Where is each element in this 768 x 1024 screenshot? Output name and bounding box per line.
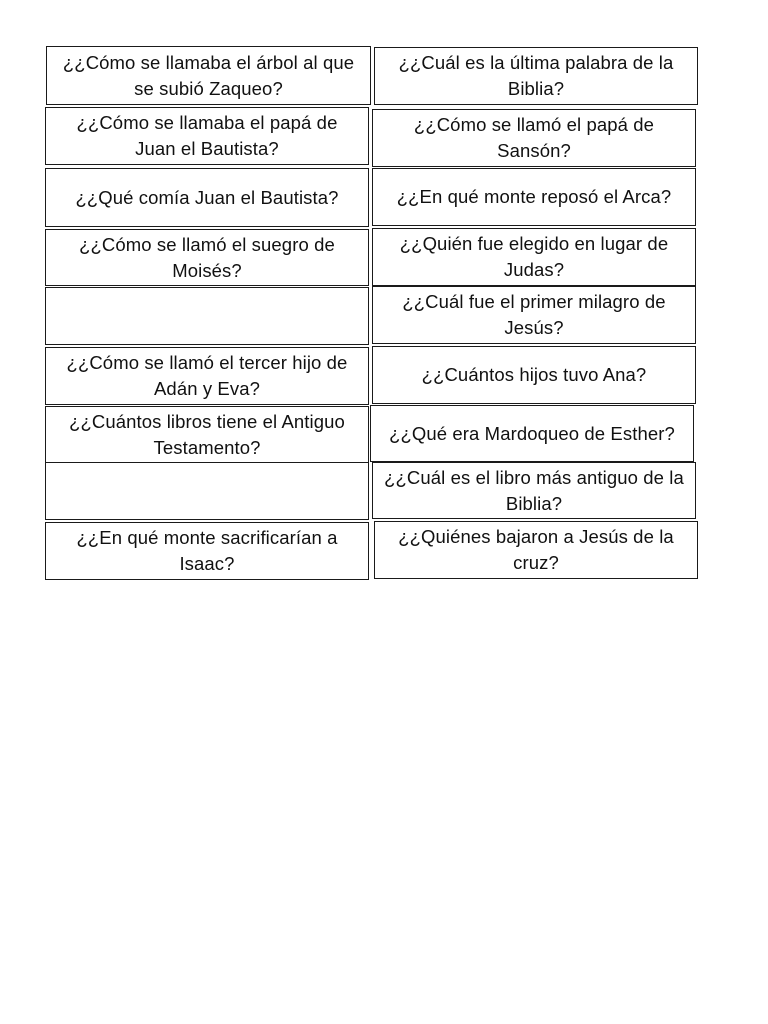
question-card-left-7	[45, 406, 369, 463]
question-card-left-3	[45, 168, 369, 227]
question-card-left-4	[45, 229, 369, 286]
question-card-left-9	[45, 522, 369, 580]
question-text: ¿¿Cuál es la última palabra de la Biblia?	[398, 52, 674, 99]
question-text: ¿¿Qué era Mardoqueo de Esther?	[389, 422, 675, 444]
question-text: ¿¿Cómo se llamaba el papá de Juan el Bautista?	[76, 112, 338, 159]
question-text: ¿¿Cómo se llamó el tercer hijo de Adán y Eva?	[66, 352, 348, 399]
question-text: ¿¿Quiénes bajaron a Jesús de la cruz?	[398, 526, 674, 573]
question-card-left-1	[46, 46, 371, 105]
question-text: ¿¿Qué comía Juan el Bautista?	[75, 186, 339, 208]
question-text: ¿¿En qué monte reposó el Arca?	[396, 186, 672, 207]
question-text: ¿¿Cómo se llamó el suegro de Moisés?	[79, 233, 335, 281]
question-text: ¿¿Cuál es el libro más antiguo de la Biblia?	[384, 466, 684, 514]
question-text: ¿¿Cómo se llamaba el árbol al que se subió Zaqueo?	[62, 51, 355, 99]
question-card-left-2	[45, 107, 369, 165]
question-card-left-5-blank	[45, 287, 369, 345]
question-card-right-7	[370, 405, 694, 462]
question-text: ¿¿Cómo se llamó el papá de Sansón?	[413, 114, 655, 161]
question-text: ¿¿Cuál fue el primer milagro de Jesús?	[402, 291, 666, 338]
question-card-right-5	[372, 286, 696, 344]
question-card-right-9	[374, 521, 698, 579]
question-card-right-2	[372, 109, 696, 167]
question-card-left-6	[45, 347, 369, 405]
question-card-right-1	[374, 47, 698, 105]
question-card-right-4	[372, 228, 696, 286]
question-text: ¿¿Cuántos libros tiene el Antiguo Testamento?	[69, 410, 345, 458]
question-card-right-8	[372, 462, 696, 519]
question-text: ¿¿Quién fue elegido en lugar de Judas?	[399, 233, 669, 280]
question-text: ¿¿En qué monte sacrificarían a Isaac?	[76, 527, 338, 574]
question-text: ¿¿Cuántos hijos tuvo Ana?	[421, 364, 647, 385]
question-card-right-3	[372, 168, 696, 226]
question-card-left-8-blank	[45, 462, 369, 520]
question-card-right-6	[372, 346, 696, 404]
